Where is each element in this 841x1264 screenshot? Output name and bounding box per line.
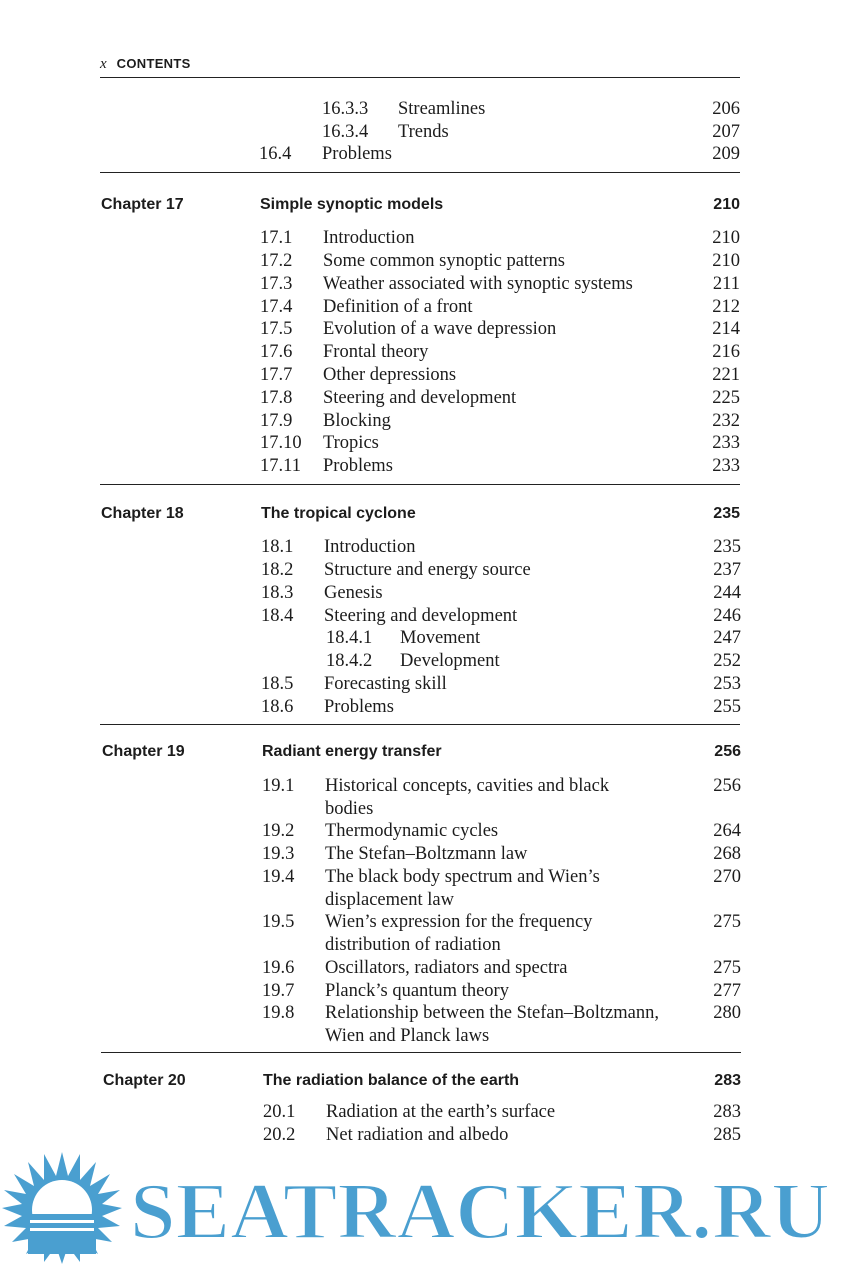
entry-number: 17.3	[260, 274, 293, 294]
entry-title: Radiation at the earth’s surface	[326, 1102, 556, 1122]
entry-title: Weather associated with synoptic systems	[323, 274, 633, 294]
entry-page: 277	[713, 981, 741, 1001]
entry-page: 275	[713, 912, 741, 932]
entry-page: 244	[713, 583, 741, 603]
entry-page: 233	[712, 456, 740, 476]
toc-entry[interactable]	[0, 957, 841, 979]
entry-page: 214	[712, 319, 740, 339]
toc-entry[interactable]	[0, 432, 841, 454]
entry-title: Steering and development	[323, 388, 517, 408]
entry-number: 17.11	[260, 456, 301, 476]
chapter-heading[interactable]	[0, 1070, 841, 1092]
entry-title: Historical concepts, cavities and black	[325, 776, 610, 796]
chapter-page: 210	[713, 196, 740, 213]
entry-number: 19.7	[262, 981, 295, 1001]
entry-number: 17.7	[260, 365, 293, 385]
toc-entry[interactable]	[0, 227, 841, 249]
entry-title: Trends	[398, 122, 449, 142]
toc-entry-continuation	[0, 1025, 841, 1047]
toc-entry-continuation	[0, 798, 841, 820]
entry-page: 253	[713, 674, 741, 694]
entry-number: 16.4	[259, 144, 292, 164]
chapter-label: Chapter 20	[103, 1072, 186, 1089]
toc-entry[interactable]	[0, 455, 841, 477]
section-rule	[101, 1052, 741, 1053]
header-rule	[100, 77, 740, 78]
entry-number: 19.1	[262, 776, 295, 796]
toc-entry[interactable]	[0, 296, 841, 318]
entry-page: 252	[713, 651, 741, 671]
entry-number: 17.1	[260, 228, 293, 248]
toc-entry[interactable]	[0, 582, 841, 604]
entry-number: 19.8	[262, 1003, 295, 1023]
entry-page: 268	[713, 844, 741, 864]
entry-number: 18.3	[261, 583, 294, 603]
entry-title: Introduction	[324, 537, 416, 557]
entry-title: Relationship between the Stefan–Boltzmann,	[325, 1003, 659, 1023]
entry-page: 210	[712, 228, 740, 248]
entry-page: 212	[712, 297, 740, 317]
entry-title: Blocking	[323, 411, 391, 431]
toc-entry[interactable]	[0, 1101, 841, 1123]
entry-title: Definition of a front	[323, 297, 473, 317]
section-rule	[100, 724, 740, 725]
chapter-page: 283	[714, 1072, 741, 1089]
toc-entry[interactable]	[0, 980, 841, 1002]
toc-entry-continuation	[0, 934, 841, 956]
toc-entry[interactable]	[0, 273, 841, 295]
entry-title: Some common synoptic patterns	[323, 251, 566, 271]
toc-entry[interactable]	[0, 673, 841, 695]
entry-title-continued: Wien and Planck laws	[325, 1026, 490, 1046]
entry-number: 17.9	[260, 411, 293, 431]
toc-entry[interactable]	[0, 143, 841, 165]
entry-title: Genesis	[324, 583, 383, 603]
entry-number: 19.4	[262, 867, 295, 887]
chapter-heading[interactable]	[0, 741, 841, 763]
toc-entry[interactable]	[0, 250, 841, 272]
entry-page: 283	[713, 1102, 741, 1122]
entry-number: 17.8	[260, 388, 293, 408]
toc-entry[interactable]	[0, 605, 841, 627]
entry-title: The black body spectrum and Wien’s	[325, 867, 600, 887]
chapter-page: 235	[713, 505, 740, 522]
entry-title: Net radiation and albedo	[326, 1125, 509, 1145]
chapter-label: Chapter 18	[101, 505, 184, 522]
entry-number: 17.2	[260, 251, 293, 271]
entry-title: Evolution of a wave depression	[323, 319, 557, 339]
entry-number: 18.4.2	[326, 651, 373, 671]
entry-number: 20.2	[263, 1125, 296, 1145]
page-numeral: x	[100, 56, 107, 72]
entry-number: 17.10	[260, 433, 302, 453]
entry-number: 17.6	[260, 342, 293, 362]
toc-entry[interactable]	[0, 364, 841, 386]
entry-number: 17.5	[260, 319, 293, 339]
entry-title-continued: displacement law	[325, 890, 454, 910]
running-header	[100, 56, 191, 73]
entry-page: 207	[712, 122, 740, 142]
chapter-label: Chapter 17	[101, 196, 184, 213]
toc-entry[interactable]	[0, 1002, 841, 1024]
chapter-page: 256	[714, 743, 741, 760]
watermark	[0, 1140, 841, 1264]
toc-entry[interactable]	[0, 650, 841, 672]
entry-number: 16.3.4	[322, 122, 369, 142]
entry-number: 20.1	[263, 1102, 296, 1122]
chapter-title: The tropical cyclone	[261, 505, 416, 522]
toc-entry[interactable]	[0, 98, 841, 120]
entry-title: Development	[400, 651, 500, 671]
entry-page: 270	[713, 867, 741, 887]
toc-entry[interactable]	[0, 866, 841, 888]
entry-number: 19.5	[262, 912, 295, 932]
entry-page: 209	[712, 144, 740, 164]
entry-title: Frontal theory	[323, 342, 429, 362]
entry-page: 206	[712, 99, 740, 119]
entry-page: 235	[713, 537, 741, 557]
entry-title-continued: bodies	[325, 799, 374, 819]
entry-number: 17.4	[260, 297, 293, 317]
toc-entry[interactable]	[0, 820, 841, 842]
toc-entry[interactable]	[0, 536, 841, 558]
entry-page: 225	[712, 388, 740, 408]
chapter-heading[interactable]	[0, 194, 841, 216]
entry-title: Problems	[322, 144, 392, 164]
entry-number: 18.6	[261, 697, 294, 717]
entry-page: 256	[713, 776, 741, 796]
entry-title: Forecasting skill	[324, 674, 447, 694]
entry-page: 275	[713, 958, 741, 978]
toc-entry[interactable]	[0, 318, 841, 340]
entry-page: 232	[712, 411, 740, 431]
entry-page: 233	[712, 433, 740, 453]
chapter-title: The radiation balance of the earth	[263, 1072, 520, 1089]
entry-title: Wien’s expression for the frequency	[325, 912, 593, 932]
entry-title: Thermodynamic cycles	[325, 821, 499, 841]
watermark-text: SEATRACKER.RU	[130, 1168, 830, 1256]
entry-page: 264	[713, 821, 741, 841]
entry-title: The Stefan–Boltzmann law	[325, 844, 528, 864]
running-title: CONTENTS	[116, 56, 191, 71]
entry-title: Problems	[323, 456, 393, 476]
toc-entry[interactable]	[0, 696, 841, 718]
entry-number: 16.3.3	[322, 99, 369, 119]
entry-number: 18.2	[261, 560, 294, 580]
entry-title: Planck’s quantum theory	[325, 981, 509, 1001]
entry-number: 19.6	[262, 958, 295, 978]
entry-number: 18.4.1	[326, 628, 373, 648]
entry-title: Oscillators, radiators and spectra	[325, 958, 568, 978]
entry-title: Introduction	[323, 228, 415, 248]
toc-entry-continuation	[0, 889, 841, 911]
toc-entry[interactable]	[0, 387, 841, 409]
entry-title: Other depressions	[323, 365, 457, 385]
entry-page: 255	[713, 697, 741, 717]
toc-entry[interactable]	[0, 843, 841, 865]
toc-entry[interactable]	[0, 121, 841, 143]
toc-entry[interactable]	[0, 559, 841, 581]
entry-number: 18.1	[261, 537, 294, 557]
entry-title: Streamlines	[398, 99, 486, 119]
toc-entry[interactable]	[0, 627, 841, 649]
section-rule	[100, 172, 740, 173]
entry-page: 210	[712, 251, 740, 271]
entry-title: Tropics	[323, 433, 379, 453]
toc-entry[interactable]	[0, 775, 841, 797]
entry-page: 246	[713, 606, 741, 626]
entry-page: 216	[712, 342, 740, 362]
entry-page: 237	[713, 560, 741, 580]
sun-logo-icon	[2, 1152, 122, 1264]
entry-number: 18.5	[261, 674, 294, 694]
chapter-label: Chapter 19	[102, 743, 185, 760]
entry-number: 19.3	[262, 844, 295, 864]
chapter-title: Simple synoptic models	[260, 196, 444, 213]
entry-title: Steering and development	[324, 606, 518, 626]
toc-entry[interactable]	[0, 911, 841, 933]
toc-entry[interactable]	[0, 341, 841, 363]
toc-entry[interactable]	[0, 410, 841, 432]
chapter-heading[interactable]	[0, 503, 841, 525]
entry-title: Structure and energy source	[324, 560, 531, 580]
entry-title: Problems	[324, 697, 394, 717]
entry-number: 18.4	[261, 606, 294, 626]
entry-page: 221	[712, 365, 740, 385]
section-rule	[100, 484, 740, 485]
entry-page: 280	[713, 1003, 741, 1023]
entry-title-continued: distribution of radiation	[325, 935, 501, 955]
entry-page: 211	[712, 274, 740, 294]
chapter-title: Radiant energy transfer	[262, 743, 442, 760]
entry-number: 19.2	[262, 821, 295, 841]
entry-title: Movement	[400, 628, 481, 648]
entry-page: 285	[713, 1125, 741, 1145]
entry-page: 247	[713, 628, 741, 648]
